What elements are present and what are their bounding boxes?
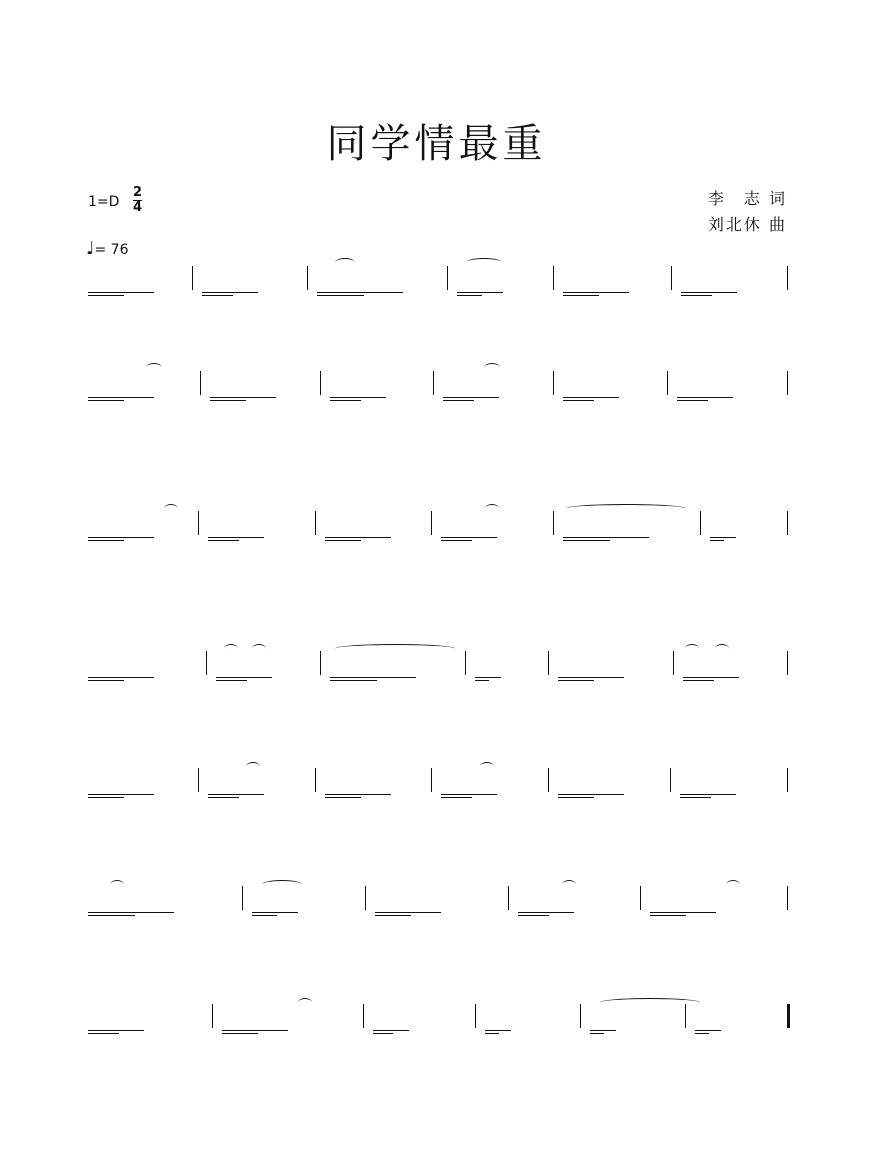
beam-line <box>210 397 276 398</box>
barline <box>548 651 549 675</box>
barline <box>667 371 668 395</box>
beam-line <box>373 1033 393 1034</box>
beam-line <box>441 794 497 795</box>
beam-line <box>330 400 361 401</box>
beam-line <box>373 1030 409 1031</box>
slur <box>164 504 178 513</box>
slur <box>566 504 686 513</box>
barline <box>206 651 207 675</box>
barline <box>433 371 434 395</box>
beam-line <box>441 797 472 798</box>
beam-line <box>681 295 712 296</box>
barline <box>787 371 788 395</box>
barline <box>787 651 788 675</box>
barline <box>580 1004 581 1028</box>
beam-line <box>441 537 497 538</box>
final-barline <box>787 1004 790 1028</box>
beam-line <box>590 1030 616 1031</box>
beam-line <box>563 537 649 538</box>
beam-line <box>252 912 298 913</box>
barline <box>315 768 316 792</box>
barline <box>242 886 243 910</box>
beam-line <box>208 537 264 538</box>
beam-line <box>441 540 472 541</box>
beam-line <box>252 915 277 916</box>
beam-line <box>88 537 154 538</box>
beam-line <box>650 915 686 916</box>
slur <box>562 880 576 889</box>
beam-line <box>88 915 135 916</box>
beam-line <box>443 400 474 401</box>
slur <box>335 258 355 267</box>
beam-line <box>88 677 154 678</box>
beam-line <box>558 677 624 678</box>
slur <box>485 504 499 513</box>
barline <box>673 651 674 675</box>
beam-line <box>208 540 239 541</box>
barline <box>365 886 366 910</box>
barline <box>685 1004 686 1028</box>
beam-line <box>88 680 124 681</box>
beam-line <box>695 1033 709 1034</box>
beam-line <box>222 1030 288 1031</box>
beam-line <box>563 400 594 401</box>
beam-line <box>485 1033 499 1034</box>
song-title: 同学情最重 <box>326 121 547 167</box>
beam-line <box>202 292 258 293</box>
beam-line <box>683 680 714 681</box>
beam-line <box>677 400 708 401</box>
beam-line <box>208 794 264 795</box>
beam-line <box>518 915 549 916</box>
barline <box>670 768 671 792</box>
barline <box>787 266 788 290</box>
beam-line <box>317 295 364 296</box>
beam-line <box>88 794 154 795</box>
slur <box>224 644 238 653</box>
barline <box>192 266 193 290</box>
beam-line <box>88 1033 119 1034</box>
slur <box>600 998 700 1007</box>
barline <box>640 886 641 910</box>
beam-line <box>485 1030 511 1031</box>
beam-line <box>558 680 594 681</box>
beam-line <box>202 295 233 296</box>
slur <box>484 363 500 372</box>
beam-line <box>375 912 441 913</box>
beam-line <box>710 540 724 541</box>
beam-line <box>563 397 619 398</box>
slur <box>726 880 740 889</box>
barline <box>465 651 466 675</box>
barline <box>553 371 554 395</box>
barline <box>475 1004 476 1028</box>
beam-line <box>475 677 501 678</box>
lyricist: 李 志 词 <box>707 189 787 208</box>
beam-line <box>650 912 716 913</box>
beam-line <box>330 677 416 678</box>
barline <box>787 768 788 792</box>
beam-line <box>680 797 711 798</box>
tempo-marking: ♩= 76 <box>86 238 129 259</box>
beam-line <box>88 292 154 293</box>
beam-line <box>210 400 246 401</box>
beam-line <box>325 537 391 538</box>
beam-line <box>681 292 737 293</box>
barline <box>212 1004 213 1028</box>
beam-line <box>216 680 247 681</box>
beam-line <box>88 797 124 798</box>
beam-line <box>325 797 361 798</box>
beam-line <box>677 397 733 398</box>
beam-line <box>208 797 239 798</box>
beam-line <box>563 540 610 541</box>
beam-line <box>330 397 386 398</box>
slur <box>335 644 455 653</box>
barline <box>431 768 432 792</box>
quarter-note-icon: ♩ <box>86 238 95 259</box>
beam-line <box>216 677 272 678</box>
beam-line <box>518 912 574 913</box>
slur <box>262 880 302 889</box>
beam-line <box>443 397 499 398</box>
beam-line <box>375 915 411 916</box>
beam-line <box>88 540 124 541</box>
beam-line <box>88 295 124 296</box>
beam-line <box>457 292 503 293</box>
barline <box>431 511 432 535</box>
beam-line <box>330 680 377 681</box>
beam-line <box>558 794 624 795</box>
barline <box>315 511 316 535</box>
slur <box>715 644 729 653</box>
barline <box>787 511 788 535</box>
beam-line <box>680 794 736 795</box>
barline <box>320 651 321 675</box>
beam-line <box>457 295 482 296</box>
beam-line <box>563 295 599 296</box>
barline <box>447 266 448 290</box>
barline <box>198 511 199 535</box>
slur <box>110 880 124 889</box>
slur <box>246 762 260 771</box>
beam-line <box>563 292 629 293</box>
barline <box>200 371 201 395</box>
barline <box>307 266 308 290</box>
beam-line <box>88 912 174 913</box>
beam-line <box>710 537 736 538</box>
barline <box>363 1004 364 1028</box>
barline <box>671 266 672 290</box>
beam-line <box>590 1033 604 1034</box>
slur <box>298 998 312 1007</box>
slur <box>252 644 266 653</box>
barline <box>548 768 549 792</box>
barline <box>787 886 788 910</box>
beam-line <box>683 677 739 678</box>
beam-line <box>325 540 361 541</box>
key-signature: 1=D <box>88 194 120 210</box>
barline <box>320 371 321 395</box>
beam-line <box>475 680 489 681</box>
beam-line <box>317 292 403 293</box>
beam-line <box>88 397 154 398</box>
composer: 刘北休 曲 <box>707 215 787 234</box>
time-signature: 2 4 <box>133 185 143 215</box>
barline <box>198 768 199 792</box>
beam-line <box>88 400 124 401</box>
beam-line <box>222 1033 258 1034</box>
barline <box>553 511 554 535</box>
barline <box>553 266 554 290</box>
slur <box>685 644 699 653</box>
slur <box>480 762 494 771</box>
beam-line <box>695 1030 721 1031</box>
slur <box>466 258 502 267</box>
barline <box>700 511 701 535</box>
beam-line <box>88 1030 144 1031</box>
barline <box>508 886 509 910</box>
slur <box>146 363 162 372</box>
beam-line <box>325 794 391 795</box>
beam-line <box>558 797 594 798</box>
